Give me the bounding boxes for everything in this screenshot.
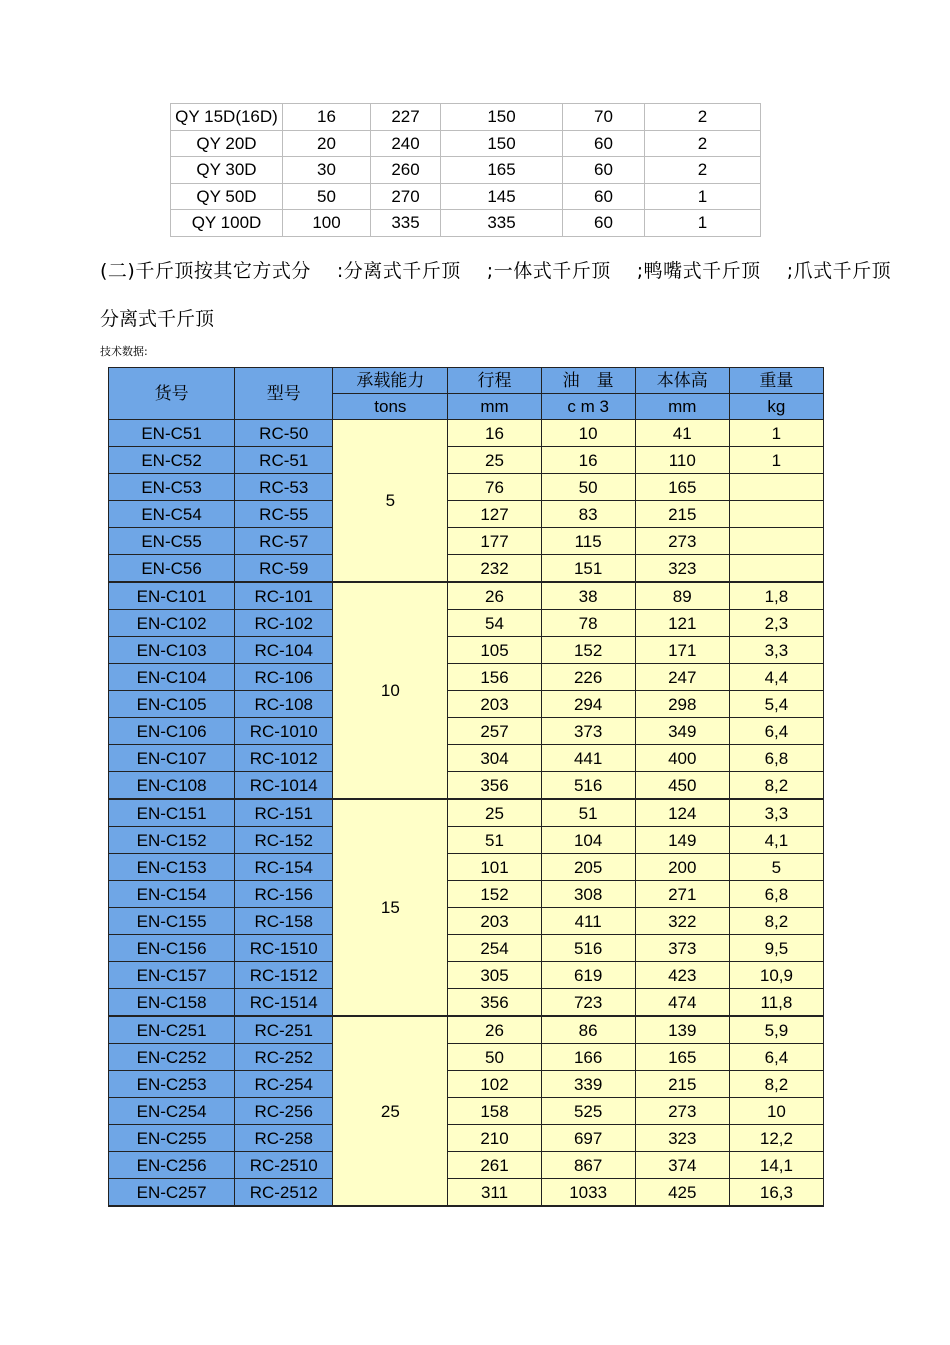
model-cell: RC-256 <box>235 1098 333 1125</box>
stroke-cell: 127 <box>448 501 541 528</box>
weight-cell: 3,3 <box>729 637 823 664</box>
header-oil-unit: c m 3 <box>541 394 635 420</box>
table-cell: 240 <box>371 130 441 157</box>
stroke-cell: 304 <box>448 745 541 772</box>
stroke-cell: 102 <box>448 1071 541 1098</box>
weight-cell <box>729 501 823 528</box>
table-cell: QY 15D(16D) <box>171 104 283 131</box>
table-cell: QY 100D <box>171 210 283 237</box>
top-spec-table-body <box>171 104 761 237</box>
table-row <box>109 528 824 555</box>
weight-cell: 9,5 <box>729 935 823 962</box>
table-row <box>171 130 761 157</box>
table-row <box>109 610 824 637</box>
item-no-cell: EN-C155 <box>109 908 235 935</box>
height-cell: 215 <box>635 1071 729 1098</box>
model-cell: RC-158 <box>235 908 333 935</box>
oil-cell: 619 <box>541 962 635 989</box>
table-cell: 60 <box>563 210 645 237</box>
capacity-cell: 10 <box>333 582 448 799</box>
item-no-cell: EN-C101 <box>109 582 235 610</box>
stroke-cell: 26 <box>448 582 541 610</box>
oil-cell: 51 <box>541 799 635 827</box>
tech-data-label: 技术数据: <box>100 345 148 358</box>
table-cell: 50 <box>283 183 371 210</box>
header-weight: 重量 <box>729 368 823 394</box>
model-cell: RC-50 <box>235 420 333 447</box>
stroke-cell: 16 <box>448 420 541 447</box>
table-row <box>109 582 824 610</box>
table-cell: 100 <box>283 210 371 237</box>
stroke-cell: 177 <box>448 528 541 555</box>
model-cell: RC-151 <box>235 799 333 827</box>
stroke-cell: 50 <box>448 1044 541 1071</box>
table-cell: 60 <box>563 183 645 210</box>
item-no-cell: EN-C105 <box>109 691 235 718</box>
table-cell: 60 <box>563 157 645 184</box>
model-cell: RC-258 <box>235 1125 333 1152</box>
model-cell: RC-154 <box>235 854 333 881</box>
header-height-unit: mm <box>635 394 729 420</box>
weight-cell: 5,4 <box>729 691 823 718</box>
item-no-cell: EN-C153 <box>109 854 235 881</box>
header-weight-unit: kg <box>729 394 823 420</box>
table-row <box>109 827 824 854</box>
table-cell: QY 30D <box>171 157 283 184</box>
top-spec-table <box>170 103 761 237</box>
table-cell: 30 <box>283 157 371 184</box>
item-no-cell: EN-C252 <box>109 1044 235 1071</box>
item-no-cell: EN-C255 <box>109 1125 235 1152</box>
height-cell: 400 <box>635 745 729 772</box>
model-cell: RC-2510 <box>235 1152 333 1179</box>
oil-cell: 723 <box>541 989 635 1017</box>
item-no-cell: EN-C102 <box>109 610 235 637</box>
stroke-cell: 254 <box>448 935 541 962</box>
stroke-cell: 101 <box>448 854 541 881</box>
table-row <box>109 799 824 827</box>
height-cell: 298 <box>635 691 729 718</box>
model-cell: RC-108 <box>235 691 333 718</box>
stroke-cell: 305 <box>448 962 541 989</box>
weight-cell: 8,2 <box>729 772 823 800</box>
item-no-cell: EN-C106 <box>109 718 235 745</box>
oil-cell: 83 <box>541 501 635 528</box>
height-cell: 450 <box>635 772 729 800</box>
table-row <box>109 691 824 718</box>
sub-heading: 分离式千斤顶 <box>100 308 215 330</box>
height-cell: 121 <box>635 610 729 637</box>
item-no-cell: EN-C152 <box>109 827 235 854</box>
table-row <box>109 501 824 528</box>
table-row <box>171 157 761 184</box>
table-row <box>109 1071 824 1098</box>
item-no-cell: EN-C103 <box>109 637 235 664</box>
table-cell: QY 20D <box>171 130 283 157</box>
item-no-cell: EN-C156 <box>109 935 235 962</box>
main-table-header <box>109 368 824 420</box>
oil-cell: 50 <box>541 474 635 501</box>
oil-cell: 339 <box>541 1071 635 1098</box>
height-cell: 322 <box>635 908 729 935</box>
weight-cell: 1 <box>729 420 823 447</box>
model-cell: RC-251 <box>235 1016 333 1044</box>
table-row <box>109 1179 824 1207</box>
model-cell: RC-102 <box>235 610 333 637</box>
model-cell: RC-53 <box>235 474 333 501</box>
oil-cell: 104 <box>541 827 635 854</box>
stroke-cell: 152 <box>448 881 541 908</box>
item-no-cell: EN-C254 <box>109 1098 235 1125</box>
item-no-cell: EN-C55 <box>109 528 235 555</box>
oil-cell: 441 <box>541 745 635 772</box>
height-cell: 139 <box>635 1016 729 1044</box>
table-row <box>109 962 824 989</box>
model-cell: RC-152 <box>235 827 333 854</box>
table-cell: 150 <box>441 104 563 131</box>
item-no-cell: EN-C253 <box>109 1071 235 1098</box>
model-cell: RC-57 <box>235 528 333 555</box>
item-no-cell: EN-C52 <box>109 447 235 474</box>
weight-cell <box>729 528 823 555</box>
model-cell: RC-51 <box>235 447 333 474</box>
header-height: 本体高 <box>635 368 729 394</box>
height-cell: 41 <box>635 420 729 447</box>
oil-cell: 373 <box>541 718 635 745</box>
table-row <box>109 881 824 908</box>
height-cell: 171 <box>635 637 729 664</box>
oil-cell: 516 <box>541 935 635 962</box>
item-no-cell: EN-C53 <box>109 474 235 501</box>
table-cell: 335 <box>441 210 563 237</box>
item-no-cell: EN-C158 <box>109 989 235 1017</box>
weight-cell: 5,9 <box>729 1016 823 1044</box>
oil-cell: 1033 <box>541 1179 635 1207</box>
height-cell: 373 <box>635 935 729 962</box>
stroke-cell: 311 <box>448 1179 541 1207</box>
item-no-cell: EN-C151 <box>109 799 235 827</box>
main-spec-table <box>108 367 824 1207</box>
model-cell: RC-1014 <box>235 772 333 800</box>
oil-cell: 205 <box>541 854 635 881</box>
capacity-cell: 5 <box>333 420 448 583</box>
oil-cell: 308 <box>541 881 635 908</box>
main-table-body <box>109 420 824 1207</box>
header-item-no: 货号 <box>109 368 235 420</box>
height-cell: 271 <box>635 881 729 908</box>
section-heading: (二)千斤顶按其它方式分 :分离式千斤顶 ;一体式千斤顶 ;鸭嘴式千斤顶 ;爪式千斤顶 <box>100 260 892 282</box>
weight-cell: 12,2 <box>729 1125 823 1152</box>
table-cell: 145 <box>441 183 563 210</box>
item-no-cell: EN-C154 <box>109 881 235 908</box>
table-cell: 20 <box>283 130 371 157</box>
oil-cell: 516 <box>541 772 635 800</box>
oil-cell: 411 <box>541 908 635 935</box>
height-cell: 423 <box>635 962 729 989</box>
table-row <box>109 1044 824 1071</box>
item-no-cell: EN-C51 <box>109 420 235 447</box>
header-oil: 油 量 <box>541 368 635 394</box>
weight-cell: 4,1 <box>729 827 823 854</box>
oil-cell: 78 <box>541 610 635 637</box>
stroke-cell: 51 <box>448 827 541 854</box>
table-row <box>109 447 824 474</box>
model-cell: RC-156 <box>235 881 333 908</box>
capacity-cell: 15 <box>333 799 448 1016</box>
stroke-cell: 261 <box>448 1152 541 1179</box>
weight-cell: 6,4 <box>729 1044 823 1071</box>
weight-cell: 1,8 <box>729 582 823 610</box>
oil-cell: 294 <box>541 691 635 718</box>
height-cell: 474 <box>635 989 729 1017</box>
stroke-cell: 156 <box>448 664 541 691</box>
header-stroke: 行程 <box>448 368 541 394</box>
table-row <box>109 1016 824 1044</box>
oil-cell: 867 <box>541 1152 635 1179</box>
item-no-cell: EN-C157 <box>109 962 235 989</box>
height-cell: 273 <box>635 1098 729 1125</box>
capacity-cell: 25 <box>333 1016 448 1206</box>
height-cell: 89 <box>635 582 729 610</box>
table-row <box>109 420 824 447</box>
oil-cell: 697 <box>541 1125 635 1152</box>
stroke-cell: 76 <box>448 474 541 501</box>
model-cell: RC-55 <box>235 501 333 528</box>
height-cell: 165 <box>635 1044 729 1071</box>
table-row <box>171 210 761 237</box>
table-cell: 165 <box>441 157 563 184</box>
table-cell: 1 <box>645 183 761 210</box>
header-capacity: 承载能力 <box>333 368 448 394</box>
oil-cell: 152 <box>541 637 635 664</box>
table-row <box>109 555 824 583</box>
stroke-cell: 26 <box>448 1016 541 1044</box>
model-cell: RC-1514 <box>235 989 333 1017</box>
stroke-cell: 257 <box>448 718 541 745</box>
table-row <box>171 183 761 210</box>
weight-cell <box>729 474 823 501</box>
stroke-cell: 158 <box>448 1098 541 1125</box>
table-row <box>109 908 824 935</box>
table-cell: 70 <box>563 104 645 131</box>
height-cell: 273 <box>635 528 729 555</box>
table-cell: 227 <box>371 104 441 131</box>
model-cell: RC-1012 <box>235 745 333 772</box>
weight-cell: 2,3 <box>729 610 823 637</box>
height-cell: 200 <box>635 854 729 881</box>
item-no-cell: EN-C54 <box>109 501 235 528</box>
height-cell: 215 <box>635 501 729 528</box>
table-cell: 60 <box>563 130 645 157</box>
stroke-cell: 232 <box>448 555 541 583</box>
weight-cell: 8,2 <box>729 1071 823 1098</box>
table-row <box>109 1098 824 1125</box>
oil-cell: 226 <box>541 664 635 691</box>
weight-cell: 14,1 <box>729 1152 823 1179</box>
stroke-cell: 356 <box>448 989 541 1017</box>
stroke-cell: 25 <box>448 799 541 827</box>
table-cell: 270 <box>371 183 441 210</box>
item-no-cell: EN-C256 <box>109 1152 235 1179</box>
weight-cell: 3,3 <box>729 799 823 827</box>
weight-cell: 16,3 <box>729 1179 823 1207</box>
table-row <box>109 718 824 745</box>
item-no-cell: EN-C104 <box>109 664 235 691</box>
weight-cell: 10 <box>729 1098 823 1125</box>
oil-cell: 115 <box>541 528 635 555</box>
stroke-cell: 210 <box>448 1125 541 1152</box>
weight-cell: 6,8 <box>729 881 823 908</box>
stroke-cell: 203 <box>448 691 541 718</box>
header-stroke-unit: mm <box>448 394 541 420</box>
table-row <box>109 745 824 772</box>
model-cell: RC-1510 <box>235 935 333 962</box>
model-cell: RC-252 <box>235 1044 333 1071</box>
weight-cell: 6,8 <box>729 745 823 772</box>
stroke-cell: 356 <box>448 772 541 800</box>
oil-cell: 151 <box>541 555 635 583</box>
oil-cell: 10 <box>541 420 635 447</box>
item-no-cell: EN-C108 <box>109 772 235 800</box>
weight-cell: 11,8 <box>729 989 823 1017</box>
item-no-cell: EN-C257 <box>109 1179 235 1207</box>
model-cell: RC-59 <box>235 555 333 583</box>
weight-cell: 6,4 <box>729 718 823 745</box>
table-row <box>109 664 824 691</box>
table-row <box>171 104 761 131</box>
model-cell: RC-106 <box>235 664 333 691</box>
height-cell: 425 <box>635 1179 729 1207</box>
oil-cell: 16 <box>541 447 635 474</box>
table-row <box>109 854 824 881</box>
height-cell: 374 <box>635 1152 729 1179</box>
oil-cell: 86 <box>541 1016 635 1044</box>
height-cell: 349 <box>635 718 729 745</box>
oil-cell: 525 <box>541 1098 635 1125</box>
height-cell: 149 <box>635 827 729 854</box>
height-cell: 110 <box>635 447 729 474</box>
table-cell: 16 <box>283 104 371 131</box>
height-cell: 165 <box>635 474 729 501</box>
item-no-cell: EN-C56 <box>109 555 235 583</box>
height-cell: 323 <box>635 1125 729 1152</box>
table-row <box>109 989 824 1017</box>
weight-cell: 8,2 <box>729 908 823 935</box>
item-no-cell: EN-C251 <box>109 1016 235 1044</box>
weight-cell: 4,4 <box>729 664 823 691</box>
item-no-cell: EN-C107 <box>109 745 235 772</box>
header-row <box>109 368 824 394</box>
weight-cell: 5 <box>729 854 823 881</box>
oil-cell: 38 <box>541 582 635 610</box>
table-cell: 150 <box>441 130 563 157</box>
height-cell: 124 <box>635 799 729 827</box>
table-row <box>109 935 824 962</box>
table-row <box>109 637 824 664</box>
model-cell: RC-104 <box>235 637 333 664</box>
header-model: 型号 <box>235 368 333 420</box>
table-row <box>109 1125 824 1152</box>
header-capacity-unit: tons <box>333 394 448 420</box>
model-cell: RC-2512 <box>235 1179 333 1207</box>
oil-cell: 166 <box>541 1044 635 1071</box>
model-cell: RC-1512 <box>235 962 333 989</box>
table-cell: 2 <box>645 157 761 184</box>
model-cell: RC-254 <box>235 1071 333 1098</box>
table-row <box>109 1152 824 1179</box>
stroke-cell: 25 <box>448 447 541 474</box>
height-cell: 247 <box>635 664 729 691</box>
table-cell: 335 <box>371 210 441 237</box>
stroke-cell: 54 <box>448 610 541 637</box>
height-cell: 323 <box>635 555 729 583</box>
table-row <box>109 474 824 501</box>
stroke-cell: 203 <box>448 908 541 935</box>
table-cell: QY 50D <box>171 183 283 210</box>
model-cell: RC-101 <box>235 582 333 610</box>
table-cell: 260 <box>371 157 441 184</box>
weight-cell <box>729 555 823 583</box>
table-cell: 2 <box>645 104 761 131</box>
stroke-cell: 105 <box>448 637 541 664</box>
table-row <box>109 772 824 800</box>
model-cell: RC-1010 <box>235 718 333 745</box>
table-cell: 1 <box>645 210 761 237</box>
weight-cell: 10,9 <box>729 962 823 989</box>
weight-cell: 1 <box>729 447 823 474</box>
table-cell: 2 <box>645 130 761 157</box>
